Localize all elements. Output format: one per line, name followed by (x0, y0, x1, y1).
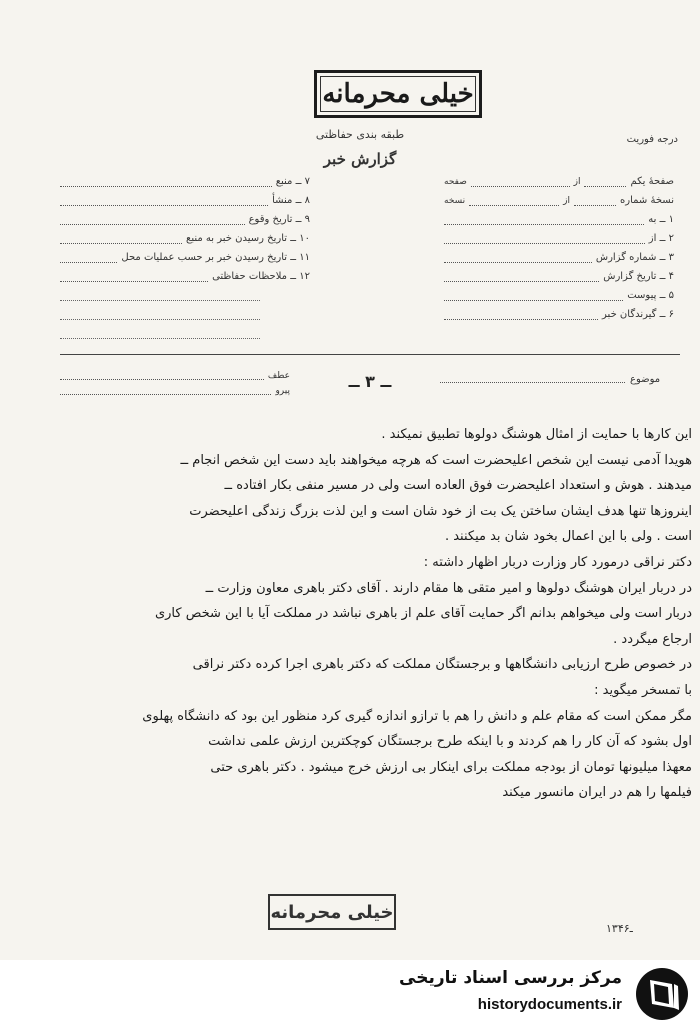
field-label: ۱۰ ــ تاریخ رسیدن خبر به منبع (186, 233, 310, 244)
field-label: نسخهٔ شماره (620, 195, 674, 206)
field-row (444, 229, 674, 248)
archive-title: مرکز بررسی اسناد تاریخی (399, 968, 622, 988)
field-row (444, 191, 674, 210)
field-end: نسخه (444, 195, 466, 206)
archive-footer (380, 960, 700, 1028)
field-label: ۱۱ ــ تاریخ رسیدن خبر بر حسب عملیات محل (121, 252, 310, 263)
reference-box (60, 368, 290, 398)
field-row (444, 248, 674, 267)
field-row (60, 248, 310, 267)
field-mid: از (563, 195, 571, 206)
field-row (60, 191, 310, 210)
field-row (444, 267, 674, 286)
peyro-label: پیرو (275, 385, 290, 396)
field-mid: از (573, 176, 581, 187)
field-label: ۴ ــ تاریخ گزارش (603, 271, 674, 282)
field-label: ۸ ــ منشأ (272, 195, 310, 206)
field-row (60, 172, 310, 191)
report-title: گزارش خبر (323, 150, 397, 168)
ref-row (60, 383, 290, 398)
ref-row (60, 368, 290, 383)
body-line: با تمسخر میگوید : (594, 682, 692, 698)
field-label: ۱۲ ــ ملاحظات حفاظتی (212, 271, 310, 282)
field-label: ۱ ــ به (648, 214, 674, 225)
field-row (444, 286, 674, 305)
body-line: اینروزها تنها هدف ایشان ساختن یک بت از خود شان است و این لذت بزرگ زندگی اعلیحضرت (189, 503, 692, 519)
body-line: میدهند . هوش و استعداد اعلیحضرت فوق العاده است ولی در مسیر منفی بکار افتاده ــ (224, 478, 692, 494)
right-field-column (444, 172, 674, 324)
classification-label: طبقه بندی حفاظتی (315, 128, 405, 141)
field-label: صفحهٔ یکم (630, 176, 674, 187)
field-label: ۳ ــ شماره گزارش (595, 252, 674, 263)
top-secret-stamp: خیلی محرمانه (314, 70, 482, 118)
field-label: ۵ ــ پیوست (627, 290, 674, 301)
left-field-column (60, 172, 310, 286)
report-body (66, 422, 692, 806)
body-line: معهذا میلیونها تومان از بودجه مملکت برای اینکار بی ارزش خرج میشود . دکتر باهری حتی (210, 759, 692, 775)
body-line: در خصوص طرح ارزیابی دانشگاهها و برجستگان مملکت که دکتر باهری اجرا کرده دکتر نراقی (192, 657, 692, 673)
body-line: هویدا آدمی نیست این شخص اعلیحضرت است که هرچه میخواهند باید دست این شخص انجام ــ (180, 452, 692, 468)
field-row (444, 210, 674, 229)
field-label: ۶ ــ گیرندگان خبر (602, 309, 674, 320)
page-number: ــ ۳ ــ (348, 372, 392, 391)
body-line: این کارها با حمایت از امثال هوشنگ دولوها تطبیق نمیکند . (381, 427, 692, 442)
atf-label: عطف (267, 370, 290, 381)
subject-label: موضوع (630, 374, 661, 385)
body-line: در دربار ایران هوشنگ دولوها و امیر متقی ها مقام دارند . آقای دکتر باهری معاون وزارت ــ (205, 580, 692, 596)
body-line: دربار است ولی میخواهم بدانم اگر حمایت آقای علم از باهری نباشد در مملکت آیا با این شخص کاری (154, 606, 692, 622)
archive-url[interactable]: historydocuments.ir (477, 996, 622, 1013)
body-line: اول بشود که آن کار را هم کردند و با اینکه طرح برجستگان کوچکترین ارزش علمی نداشت (208, 734, 692, 750)
priority-label: درجه فوریت (626, 134, 678, 145)
body-line: ارجاع میگردد . (613, 631, 692, 647)
field-label: ۲ ــ از (648, 233, 674, 244)
field-label: ۹ ــ تاریخ وقوع (248, 214, 310, 225)
body-line: دکتر نراقی درمورد کار وزارت دربار اظهار داشته : (423, 554, 692, 570)
bottom-secret-stamp: خیلی محرمانه (268, 894, 396, 930)
archive-logo-icon (634, 966, 690, 1022)
field-row (60, 210, 310, 229)
field-row (444, 172, 674, 191)
field-row (60, 229, 310, 248)
field-label: ۷ ــ منبع (275, 176, 310, 187)
header-divider (60, 354, 680, 355)
body-line: مگر ممکن است که مقام علم و دانش را هم با ترازو اندازه گیری کرد منظور این بود که دانشگاه پهلوی (142, 708, 692, 724)
subject-field (440, 382, 625, 383)
body-line: است . ولی با این اعمال بخود شان بد میکنند . (444, 529, 692, 545)
blank-lines (60, 282, 260, 339)
field-end: صفحه (444, 176, 467, 187)
field-row (444, 305, 674, 324)
document-code: ۱۳ـ۴۶ (606, 922, 633, 935)
body-line: فیلمها را هم در ایران مانسور میکند (502, 785, 692, 801)
